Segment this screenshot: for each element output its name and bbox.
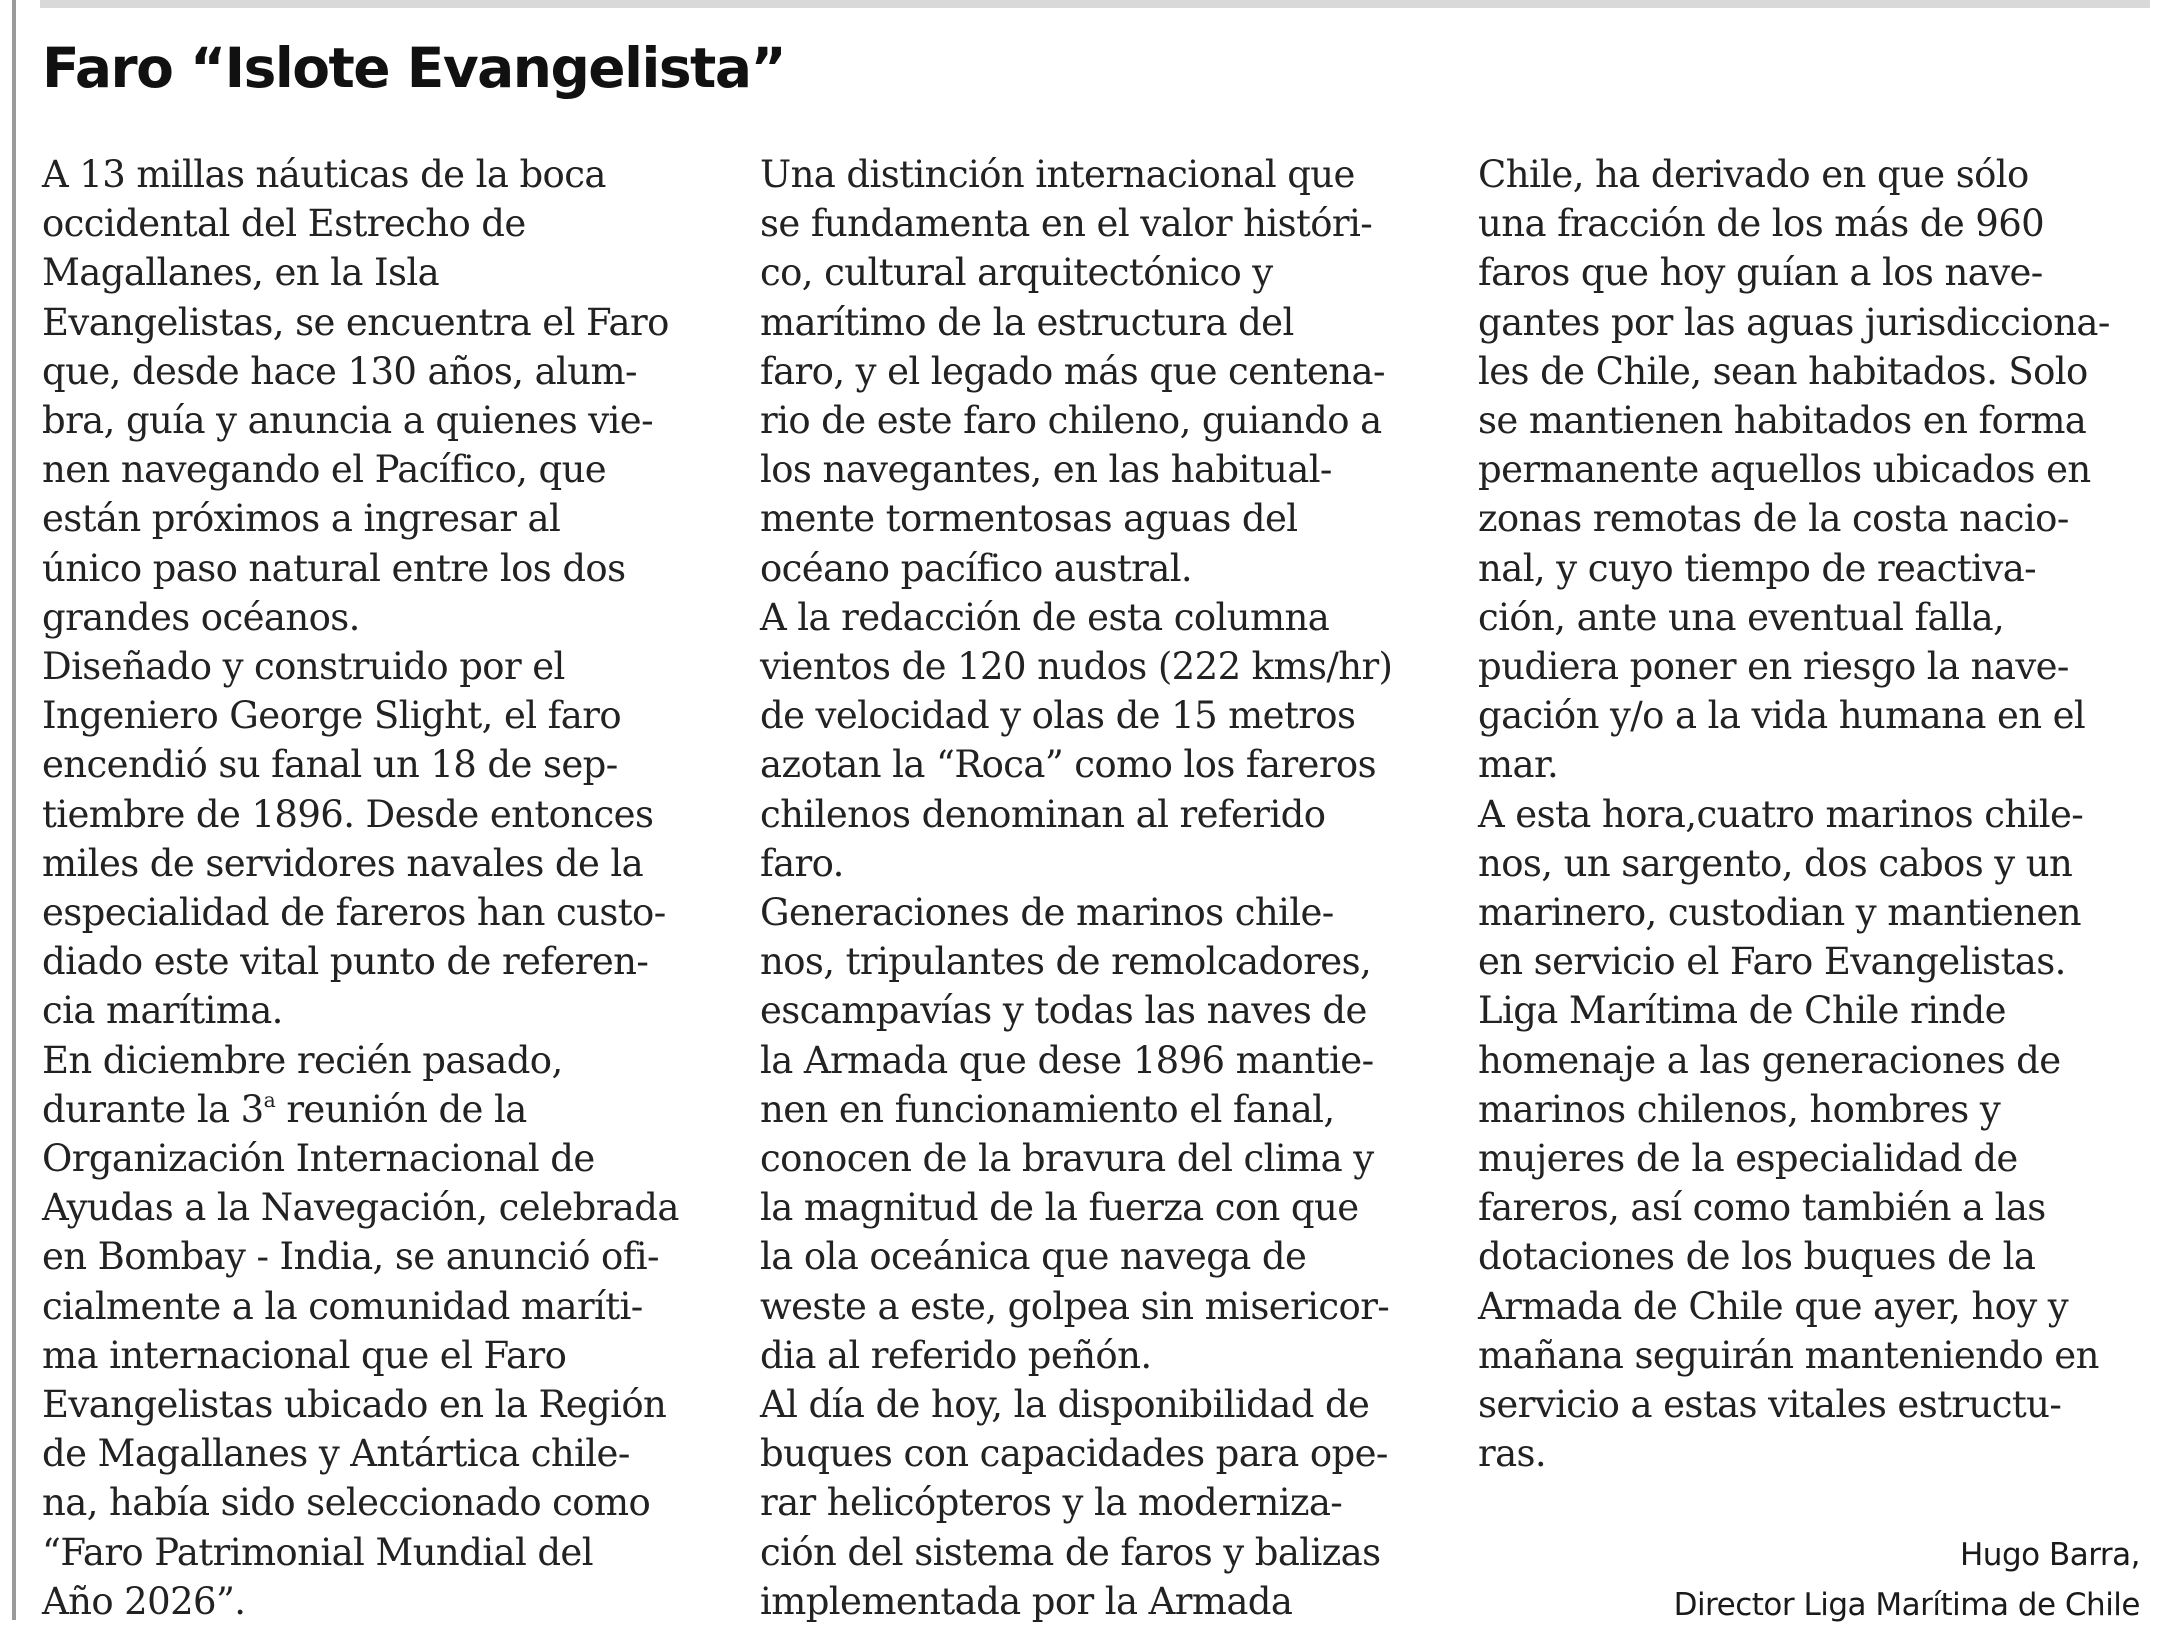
text-line: miles de servidores navales de la (42, 841, 644, 885)
text-line: cialmente a la comunidad maríti- (42, 1284, 643, 1328)
text-line: tiembre de 1896. Desde entonces (42, 792, 654, 836)
signature-role: Director Liga Marítima de Chile (1673, 1587, 2140, 1623)
text-line: occidental del Estrecho de (42, 202, 526, 246)
text-line: de velocidad y olas de 15 metros (760, 694, 1356, 738)
text-line: diado este vital punto de referen- (42, 940, 649, 984)
text-line: nal, y cuyo tiempo de reactiva- (1478, 546, 2037, 590)
text-line: permanente aquellos ubicados en (1478, 448, 2091, 492)
text-line: océano pacífico austral. (760, 546, 1193, 590)
text-line: A esta hora,cuatro marinos chile- (1478, 792, 2084, 836)
article-column-1 (42, 150, 752, 1626)
text-line: Evangelistas ubicado en la Región (42, 1383, 667, 1427)
text-line: Diseñado y construido por el (42, 645, 565, 689)
text-line: marítimo de la estructura del (760, 300, 1294, 344)
text-line: una fracción de los más de 960 (1478, 202, 2045, 246)
text-line: gación y/o a la vida humana en el (1478, 694, 2086, 738)
signature (1674, 1530, 2140, 1630)
text-line: especialidad de fareros han custo- (42, 891, 666, 935)
text-line: bra, guía y anuncia a quienes vie- (42, 399, 653, 443)
text-line: conocen de la bravura del clima y (760, 1137, 1374, 1181)
article-title: Faro “Islote Evangelista” (42, 36, 786, 100)
text-line: zonas remotas de la costa nacio- (1478, 497, 2069, 541)
text-line: Magallanes, en la Isla (42, 251, 440, 295)
signature-name: Hugo Barra, (1959, 1537, 2140, 1573)
article-column-2 (760, 150, 1470, 1626)
text-line: mañana seguirán manteniendo en (1478, 1333, 2099, 1377)
text-line: azotan la “Roca” como los fareros (760, 743, 1376, 787)
text-line: faros que hoy guían a los nave- (1478, 251, 2043, 295)
text-line: fareros, así como también a las (1478, 1186, 2046, 1230)
text-line: pudiera poner en riesgo la nave- (1478, 645, 2069, 689)
text-line: gantes por las aguas jurisdicciona- (1478, 300, 2110, 344)
text-line: mente tormentosas aguas del (760, 497, 1298, 541)
text-line: rar helicópteros y la moderniza- (760, 1481, 1343, 1525)
text-line: A la redacción de esta columna (760, 595, 1330, 639)
text-line: dotaciones de los buques de la (1478, 1235, 2036, 1279)
text-line: na, había sido seleccionado como (42, 1481, 651, 1525)
text-line: marinero, custodian y mantienen (1478, 891, 2081, 935)
text-line: Una distinción internacional que (760, 153, 1355, 196)
ordinal-indicator: a (263, 1087, 276, 1112)
text-line: los navegantes, en las habitual- (760, 448, 1332, 492)
text-line: les de Chile, sean habitados. Solo (1478, 349, 2088, 393)
text-line: implementada por la Armada (760, 1579, 1293, 1623)
text-line: la ola oceánica que navega de (760, 1235, 1307, 1279)
text-line: de Magallanes y Antártica chile- (42, 1432, 630, 1476)
text-line: homenaje a las generaciones de (1478, 1038, 2061, 1082)
text-line: dia al referido peñón. (760, 1333, 1152, 1377)
text-line: nos, tripulantes de remolcadores, (760, 940, 1372, 984)
text-line: servicio a estas vitales estructu- (1478, 1383, 2062, 1427)
text-line: Ayudas a la Navegación, celebrada (42, 1186, 679, 1230)
text-line: marinos chilenos, hombres y (1478, 1087, 2001, 1131)
text-line: nos, un sargento, dos cabos y un (1478, 841, 2073, 885)
text-line: Ingeniero George Slight, el faro (42, 694, 621, 738)
text-line: Evangelistas, se encuentra el Faro (42, 300, 669, 344)
text-line: en Bombay - India, se anunció ofi- (42, 1235, 659, 1279)
text-line: En diciembre recién pasado, (42, 1038, 563, 1082)
text-line: mujeres de la especialidad de (1478, 1137, 2018, 1181)
text-line: la Armada que dese 1896 mantie- (760, 1038, 1374, 1082)
text-line: nen navegando el Pacífico, que (42, 448, 607, 492)
text-line: que, desde hace 130 años, alum- (42, 349, 637, 393)
text-line: se fundamenta en el valor históri- (760, 202, 1373, 246)
text-line: rio de este faro chileno, guiando a (760, 399, 1382, 443)
text-line: están próximos a ingresar al (42, 497, 561, 541)
text-line: Año 2026”. (42, 1579, 246, 1623)
text-line: co, cultural arquitectónico y (760, 251, 1273, 295)
text-line: buques con capacidades para ope- (760, 1432, 1388, 1476)
text-line: se mantienen habitados en forma (1478, 399, 2087, 443)
left-divider (12, 0, 16, 1620)
text-line: nen en funcionamiento el fanal, (760, 1087, 1335, 1131)
text-line: weste a este, golpea sin misericor- (760, 1284, 1390, 1328)
article-column-3 (1478, 150, 2160, 1478)
text-line: ción, ante una eventual falla, (1478, 595, 2005, 639)
text-line: “Faro Patrimonial Mundial del (42, 1530, 593, 1574)
text-line: Al día de hoy, la disponibilidad de (760, 1383, 1370, 1427)
text-line: chilenos denominan al referido (760, 792, 1326, 836)
text-line: único paso natural entre los dos (42, 546, 626, 590)
text-line: ras. (1478, 1432, 1547, 1476)
text-line: en servicio el Faro Evangelistas. (1478, 940, 2066, 984)
text-line: faro, y el legado más que centena- (760, 349, 1385, 393)
top-divider (40, 0, 2150, 8)
text-line: Generaciones de marinos chile- (760, 891, 1334, 935)
text-line: ma internacional que el Faro (42, 1333, 567, 1377)
text-line: ción del sistema de faros y balizas (760, 1530, 1381, 1574)
text-line: encendió su fanal un 18 de sep- (42, 743, 618, 787)
text-line: Chile, ha derivado en que sólo (1478, 153, 2029, 196)
text-line: faro. (760, 841, 844, 885)
text-line: cia marítima. (42, 989, 283, 1033)
text-line: Armada de Chile que ayer, hoy y (1478, 1284, 2069, 1328)
text-line: la magnitud de la fuerza con que (760, 1186, 1359, 1230)
text-line: durante la 3$^a$ reunión de la (42, 1087, 527, 1131)
text-line: Liga Marítima de Chile rinde (1478, 989, 2006, 1033)
text-line: vientos de 120 nudos (222 kms/hr) (760, 645, 1393, 689)
text-line: Organización Internacional de (42, 1137, 595, 1181)
text-line: mar. (1478, 743, 1559, 787)
text-line: A 13 millas náuticas de la boca (42, 153, 606, 196)
text-line: grandes océanos. (42, 595, 360, 639)
text-line: escampavías y todas las naves de (760, 989, 1367, 1033)
